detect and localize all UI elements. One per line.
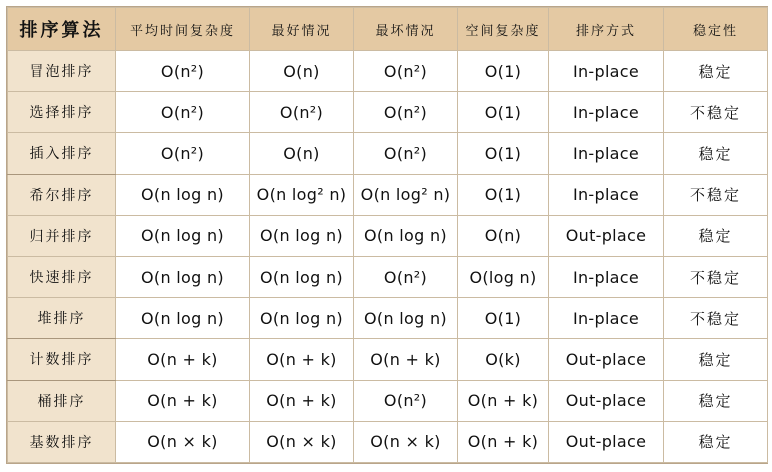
cell-sort-mode: Out-place xyxy=(549,215,664,256)
sorting-complexity-table-container xyxy=(6,6,768,464)
cell-sort-mode: In-place xyxy=(549,51,664,92)
cell-stability: 稳定 xyxy=(664,421,768,462)
cell-stability: 稳定 xyxy=(664,380,768,421)
header-algorithm: 排序算法 xyxy=(8,8,116,51)
cell-stability: 稳定 xyxy=(664,51,768,92)
cell-space: O(1) xyxy=(458,92,549,133)
sorting-complexity-table xyxy=(7,7,768,463)
row-algorithm-name: 堆排序 xyxy=(8,298,116,339)
table-row xyxy=(8,51,768,92)
table-row xyxy=(8,215,768,256)
cell-average-time: O(n + k) xyxy=(116,380,250,421)
table-row xyxy=(8,339,768,380)
table-row xyxy=(8,133,768,174)
cell-space: O(1) xyxy=(458,51,549,92)
cell-sort-mode: In-place xyxy=(549,256,664,297)
cell-best-case: O(n) xyxy=(250,133,354,174)
row-algorithm-name: 归并排序 xyxy=(8,215,116,256)
header-stability: 稳定性 xyxy=(664,8,768,51)
cell-space: O(n) xyxy=(458,215,549,256)
header-sort-mode: 排序方式 xyxy=(549,8,664,51)
cell-best-case: O(n log² n) xyxy=(250,174,354,215)
table-row xyxy=(8,92,768,133)
cell-sort-mode: In-place xyxy=(549,133,664,174)
row-algorithm-name: 基数排序 xyxy=(8,421,116,462)
cell-average-time: O(n log n) xyxy=(116,298,250,339)
cell-best-case: O(n × k) xyxy=(250,421,354,462)
header-row xyxy=(8,8,768,51)
cell-worst-case: O(n × k) xyxy=(354,421,458,462)
cell-worst-case: O(n log² n) xyxy=(354,174,458,215)
cell-space: O(n + k) xyxy=(458,380,549,421)
cell-stability: 不稳定 xyxy=(664,174,768,215)
cell-stability: 稳定 xyxy=(664,339,768,380)
header-best-case: 最好情况 xyxy=(250,8,354,51)
cell-worst-case: O(n²) xyxy=(354,380,458,421)
cell-sort-mode: Out-place xyxy=(549,421,664,462)
cell-stability: 稳定 xyxy=(664,215,768,256)
cell-sort-mode: In-place xyxy=(549,298,664,339)
cell-stability: 稳定 xyxy=(664,133,768,174)
cell-worst-case: O(n log n) xyxy=(354,298,458,339)
header-average-time: 平均时间复杂度 xyxy=(116,8,250,51)
cell-space: O(k) xyxy=(458,339,549,380)
cell-average-time: O(n²) xyxy=(116,51,250,92)
cell-stability: 不稳定 xyxy=(664,298,768,339)
row-algorithm-name: 选择排序 xyxy=(8,92,116,133)
cell-average-time: O(n log n) xyxy=(116,256,250,297)
cell-average-time: O(n log n) xyxy=(116,215,250,256)
cell-space: O(1) xyxy=(458,298,549,339)
cell-worst-case: O(n²) xyxy=(354,51,458,92)
cell-average-time: O(n²) xyxy=(116,92,250,133)
cell-space: O(1) xyxy=(458,174,549,215)
cell-stability: 不稳定 xyxy=(664,256,768,297)
cell-average-time: O(n × k) xyxy=(116,421,250,462)
cell-space: O(n + k) xyxy=(458,421,549,462)
cell-worst-case: O(n²) xyxy=(354,133,458,174)
cell-best-case: O(n²) xyxy=(250,92,354,133)
row-algorithm-name: 冒泡排序 xyxy=(8,51,116,92)
row-algorithm-name: 快速排序 xyxy=(8,256,116,297)
table-row xyxy=(8,380,768,421)
header-space: 空间复杂度 xyxy=(458,8,549,51)
table-row xyxy=(8,421,768,462)
table-row xyxy=(8,174,768,215)
table-row xyxy=(8,298,768,339)
cell-sort-mode: Out-place xyxy=(549,380,664,421)
cell-sort-mode: Out-place xyxy=(549,339,664,380)
cell-best-case: O(n log n) xyxy=(250,256,354,297)
cell-best-case: O(n log n) xyxy=(250,215,354,256)
row-algorithm-name: 希尔排序 xyxy=(8,174,116,215)
table-row xyxy=(8,256,768,297)
cell-sort-mode: In-place xyxy=(549,92,664,133)
cell-best-case: O(n log n) xyxy=(250,298,354,339)
cell-space: O(log n) xyxy=(458,256,549,297)
header-worst-case: 最坏情况 xyxy=(354,8,458,51)
cell-worst-case: O(n log n) xyxy=(354,215,458,256)
cell-stability: 不稳定 xyxy=(664,92,768,133)
cell-best-case: O(n + k) xyxy=(250,339,354,380)
row-algorithm-name: 计数排序 xyxy=(8,339,116,380)
cell-average-time: O(n²) xyxy=(116,133,250,174)
cell-worst-case: O(n²) xyxy=(354,256,458,297)
cell-worst-case: O(n²) xyxy=(354,92,458,133)
cell-best-case: O(n + k) xyxy=(250,380,354,421)
cell-average-time: O(n log n) xyxy=(116,174,250,215)
cell-best-case: O(n) xyxy=(250,51,354,92)
cell-average-time: O(n + k) xyxy=(116,339,250,380)
row-algorithm-name: 插入排序 xyxy=(8,133,116,174)
row-algorithm-name: 桶排序 xyxy=(8,380,116,421)
cell-sort-mode: In-place xyxy=(549,174,664,215)
cell-worst-case: O(n + k) xyxy=(354,339,458,380)
cell-space: O(1) xyxy=(458,133,549,174)
